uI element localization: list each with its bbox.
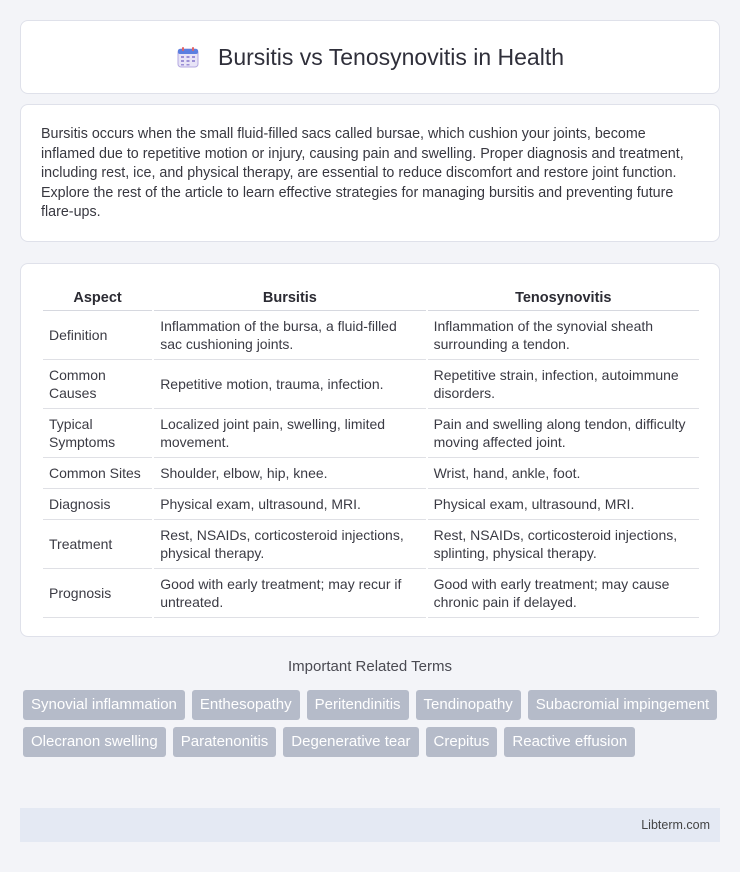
intro-text: Bursitis occurs when the small fluid-filled sacs called bursae, which cushion your joints, become inflamed due to repetitive motion or injury, causing pain and swelling. Proper diagnosis and treatment, including rest, ice, and physical therapy, are essential to reduce discomfort and restore joint function. Explore the rest of the article to learn effective strategies for managing bursitis and preventing future flare-ups. bbox=[41, 126, 684, 221]
calendar-icon bbox=[176, 45, 200, 69]
row-bursitis: Rest, NSAIDs, corticosteroid injections, physical therapy. bbox=[154, 520, 425, 569]
row-bursitis: Physical exam, ultrasound, MRI. bbox=[154, 489, 425, 520]
term-tag[interactable]: Subacromial impingement bbox=[528, 690, 717, 720]
header-aspect: Aspect bbox=[43, 286, 152, 311]
related-terms-title: Important Related Terms bbox=[288, 658, 452, 675]
term-tag[interactable]: Olecranon swelling bbox=[23, 727, 166, 757]
row-bursitis: Inflammation of the bursa, a fluid-filled sac cushioning joints. bbox=[154, 311, 425, 360]
comparison-card bbox=[20, 263, 720, 637]
table-row bbox=[43, 569, 699, 618]
row-bursitis: Shoulder, elbow, hip, knee. bbox=[154, 458, 425, 489]
row-bursitis: Repetitive motion, trauma, infection. bbox=[154, 360, 425, 409]
row-tenosynovitis: Wrist, hand, ankle, foot. bbox=[428, 458, 699, 489]
row-tenosynovitis: Good with early treatment; may cause chronic pain if delayed. bbox=[428, 569, 699, 618]
row-bursitis: Localized joint pain, swelling, limited movement. bbox=[154, 409, 425, 458]
term-tag[interactable]: Degenerative tear bbox=[283, 727, 418, 757]
term-tag[interactable]: Reactive effusion bbox=[504, 727, 635, 757]
row-aspect: Common Causes bbox=[43, 360, 152, 409]
row-tenosynovitis: Physical exam, ultrasound, MRI. bbox=[428, 489, 699, 520]
related-terms-list bbox=[23, 690, 723, 757]
row-tenosynovitis: Repetitive strain, infection, autoimmune disorders. bbox=[428, 360, 699, 409]
table-row bbox=[43, 520, 699, 569]
footer-link[interactable]: Libterm.com bbox=[641, 818, 710, 832]
comparison-table bbox=[43, 286, 699, 618]
table-row bbox=[43, 311, 699, 360]
term-tag[interactable]: Crepitus bbox=[426, 727, 498, 757]
row-aspect: Definition bbox=[43, 311, 152, 360]
term-tag[interactable]: Tendinopathy bbox=[416, 690, 521, 720]
page-title: Bursitis vs Tenosynovitis in Health bbox=[218, 43, 564, 70]
title-wrap bbox=[176, 44, 564, 71]
term-tag[interactable]: Paratenonitis bbox=[173, 727, 277, 757]
row-tenosynovitis: Rest, NSAIDs, corticosteroid injections, splinting, physical therapy. bbox=[428, 520, 699, 569]
header-tenosynovitis: Tenosynovitis bbox=[428, 286, 699, 311]
term-tag[interactable]: Enthesopathy bbox=[192, 690, 300, 720]
row-aspect: Common Sites bbox=[43, 458, 152, 489]
table-row bbox=[43, 360, 699, 409]
footer bbox=[20, 808, 720, 842]
row-aspect: Typical Symptoms bbox=[43, 409, 152, 458]
row-aspect: Diagnosis bbox=[43, 489, 152, 520]
row-bursitis: Good with early treatment; may recur if untreated. bbox=[154, 569, 425, 618]
table-header-row bbox=[43, 286, 699, 311]
table-row bbox=[43, 489, 699, 520]
term-tag[interactable]: Synovial inflammation bbox=[23, 690, 185, 720]
row-aspect: Treatment bbox=[43, 520, 152, 569]
header-card bbox=[20, 20, 720, 94]
term-tag[interactable]: Peritendinitis bbox=[307, 690, 409, 720]
table-row bbox=[43, 458, 699, 489]
intro-card bbox=[20, 104, 720, 242]
row-tenosynovitis: Pain and swelling along tendon, difficulty moving affected joint. bbox=[428, 409, 699, 458]
table-row bbox=[43, 409, 699, 458]
header-bursitis: Bursitis bbox=[154, 286, 425, 311]
row-tenosynovitis: Inflammation of the synovial sheath surrounding a tendon. bbox=[428, 311, 699, 360]
row-aspect: Prognosis bbox=[43, 569, 152, 618]
